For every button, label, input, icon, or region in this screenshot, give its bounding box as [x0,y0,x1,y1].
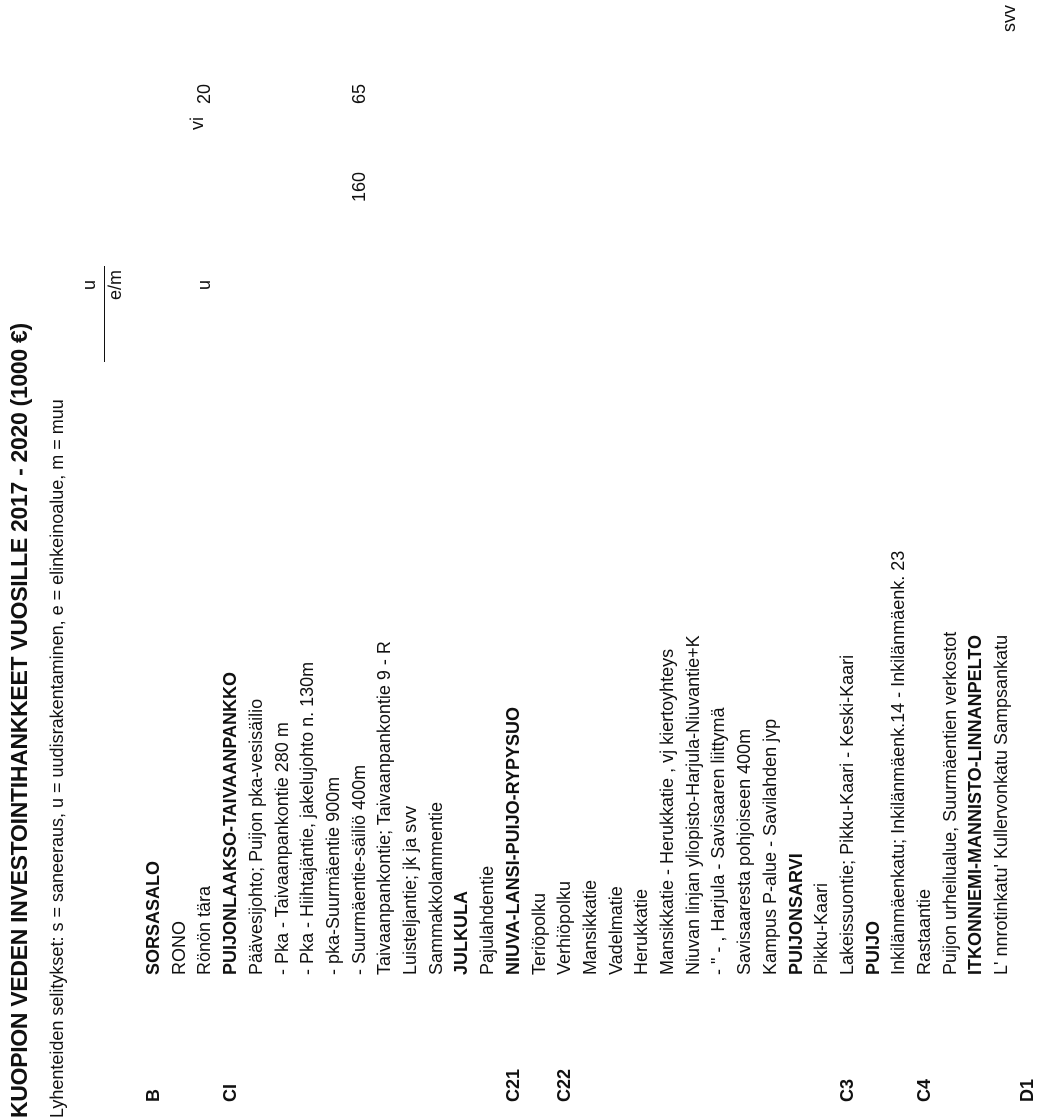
project-row-label: Puijon urheilualue, Suurmäentien verkostot [939,631,960,975]
project-row-label: RONO [168,921,189,975]
project-row-label: - Suurmäentie-säiliö 400m [348,764,369,975]
project-row-label: PUIJONLAAKSO-TAIVAANPANKKO [220,671,241,975]
project-row-label: Mansikkatie - Herukkatie , vj kiertoyhteys [657,648,677,975]
project-row-label: Rönön tära [194,885,215,975]
type-header-top: u [79,279,99,290]
project-row-label: Vadelmatie [605,886,626,975]
cell-type: u [194,279,215,290]
abbreviation-legend: Lyhenteiden selitykset: s = saneeraus, u = uudisrakentaminen, e = elinkeinoalue, m = muu [47,399,67,1118]
cell-svv: 20 [194,83,215,104]
project-row-label: SORSASALO [143,860,163,975]
project-row-label: Niuvan linjan yliopisto-Harjula-Niuvantie+K [682,635,703,975]
document-title: KUOPION VEDEN INVESTOINTIHANKKEET VUOSILLE 2017 - 2020 (1000 €) [6,323,32,1118]
group-code: CI [220,1084,241,1102]
header-rule [104,266,105,362]
cell-vi: 160 [348,171,369,202]
group-code: C21 [502,1068,523,1102]
cell-svv: 65 [348,83,369,104]
project-row-label: Herukkatie [631,888,652,975]
project-row-label: - Pka - Taivaanpankontie 280 m [271,722,292,975]
group-code: B [143,1089,163,1102]
group-code: C22 [554,1068,575,1102]
project-row-label: Savisaaresta pohjoiseen 400m [734,728,755,975]
svv-header: svv [999,5,1019,32]
project-row-label: Teriöpolku [528,892,549,975]
project-row-label: - Pka - Hiihtajäntie, jakelujohto n. 130m [297,661,318,975]
project-row-label: PUIJO [862,920,883,975]
vi-header: vi [187,117,207,130]
project-row-label: Mansikkatie [579,879,600,975]
project-row-label: Pikku-Kaari [811,882,832,975]
project-row-label: Lakeissuontie; Pikku-Kaari - Keski-Kaari [836,654,857,975]
project-row-label: PUIJONSARVI [785,853,806,975]
type-header-bottom: e/m [105,269,125,300]
project-row-label: Inkilänmäenkatu; Inkilänmäenk.14 - Inkilänmäenk. 23 [888,550,909,975]
project-row-label: Taivaanpankontie; Taivaanpankontie 9 - R [374,641,395,975]
project-row-label: L' nnrotinkatu' Kullervonkatu Sampsankatu [991,634,1012,975]
project-row-label: Verhiöpolku [554,880,575,975]
project-row-label: Sammakkolammentie [425,801,446,975]
project-row-label: JULKULA [451,891,472,975]
project-row-label: Kampus P-alue - Savilahden jvp [759,718,780,975]
project-row-label: Rastaantie [914,888,934,975]
project-row-label: Pajulahdentie [477,865,498,975]
project-row-label: NIUVA-LANSI-PUIJO-RYPYSUO [502,706,523,975]
project-row-label: Päävesijohto; Puijon pka-vesisäilio [245,698,266,975]
project-row-label: ITKONNIEMI-MANNISTO-LINNANPELTO [965,635,986,975]
group-code: D1 [1016,1078,1037,1102]
project-row-label: Luisteljantie; jk ja svv [400,805,420,975]
group-code: C4 [914,1078,934,1102]
project-row-label: - " - , Harjula - Savisaaren liittymä [708,707,729,975]
group-code: C3 [836,1078,857,1102]
project-row-label: - pka-Suurmäentie 900m [322,776,343,975]
